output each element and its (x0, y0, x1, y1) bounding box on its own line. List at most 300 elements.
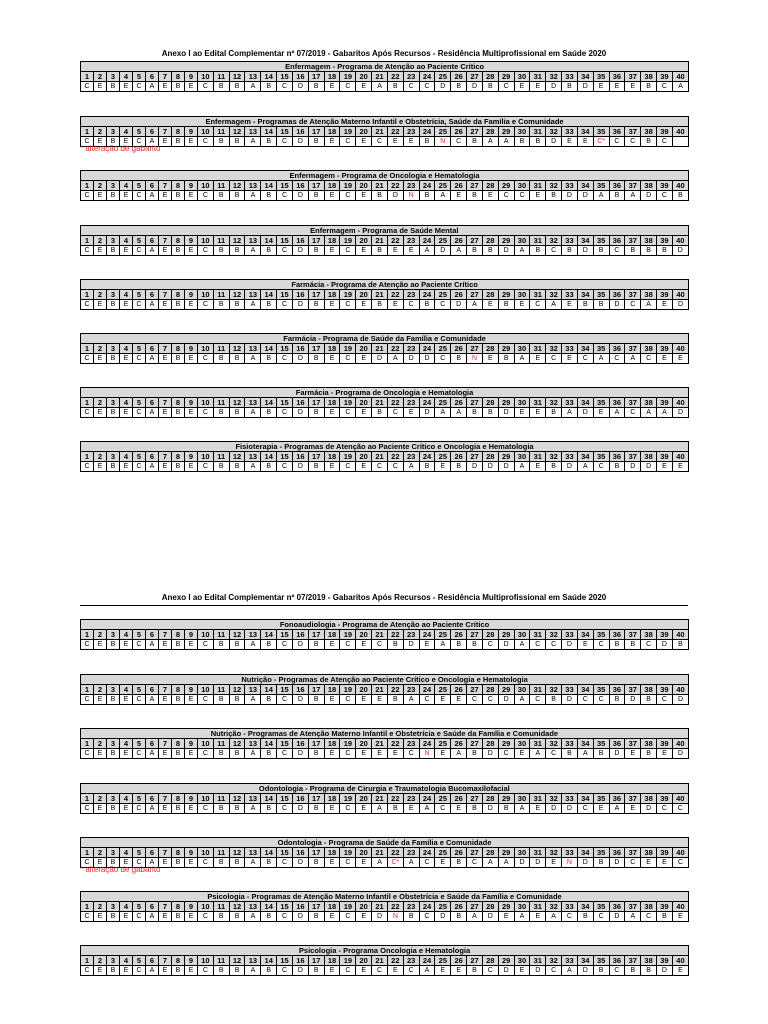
question-number: 9 (185, 181, 198, 191)
question-number: 36 (609, 398, 625, 408)
answer-cell: E (356, 246, 372, 256)
question-number: 22 (387, 452, 403, 462)
answer-cell: E (546, 858, 562, 868)
answer-cell: C (81, 695, 94, 705)
question-number: 35 (593, 181, 609, 191)
question-number: 8 (172, 739, 185, 749)
question-number: 12 (229, 739, 245, 749)
answer-cell: B (451, 354, 467, 364)
answer-cell: D (292, 858, 308, 868)
question-number: 3 (107, 181, 120, 191)
program-title: Nutrição - Programas de Atenção Materno Infantil e Obstetrícia e Saúde da Família e Comunidade (81, 729, 689, 739)
answer-cell: B (229, 82, 245, 92)
answer-cell: C (198, 354, 214, 364)
answer-cell: B (308, 695, 324, 705)
question-number: 9 (185, 794, 198, 804)
answer-cell: B (498, 354, 514, 364)
answer-cell: C (133, 462, 146, 472)
question-number: 26 (451, 794, 467, 804)
question-number: 10 (198, 290, 214, 300)
question-number: 17 (308, 739, 324, 749)
question-number: 40 (672, 902, 688, 912)
answer-cell: A (451, 749, 467, 759)
program-title: Psicologia - Programa Oncologia e Hematologia (81, 946, 689, 956)
question-number: 22 (387, 848, 403, 858)
question-number: 29 (498, 72, 514, 82)
answer-cell: A (245, 246, 261, 256)
question-number: 28 (482, 739, 498, 749)
answer-cell: E (657, 858, 673, 868)
question-number: 5 (133, 739, 146, 749)
answer-cell: D (292, 300, 308, 310)
answer-cell: D (672, 246, 688, 256)
question-number: 3 (107, 685, 120, 695)
answer-cell: B (172, 246, 185, 256)
program-title: Enfermagem - Programas de Atenção Materno Infantil e Obstetrícia, Saúde da Família e Comunidade (81, 117, 689, 127)
question-number: 33 (562, 902, 578, 912)
answer-cell: A (403, 695, 419, 705)
answer-cell: B (172, 354, 185, 364)
question-number: 15 (277, 236, 293, 246)
question-number: 15 (277, 848, 293, 858)
answer-cell: A (546, 912, 562, 922)
answer-cell: E (435, 749, 451, 759)
page-title: Anexo I ao Edital Complementar nº 07/2019 - Gabaritos Após Recursos - Residência Multiprofissional em Saúde 2020 (161, 49, 607, 58)
answer-cell: C (340, 640, 356, 650)
question-number: 27 (467, 127, 483, 137)
answer-cell: D (292, 804, 308, 814)
question-number: 15 (277, 739, 293, 749)
answer-cell: B (625, 966, 641, 976)
answer-cell: E (324, 82, 340, 92)
question-number: 9 (185, 236, 198, 246)
question-number: 7 (159, 739, 172, 749)
answer-key-table (80, 61, 689, 92)
question-number: 11 (213, 902, 229, 912)
question-number: 11 (213, 739, 229, 749)
question-number: 27 (467, 398, 483, 408)
question-number: 20 (356, 398, 372, 408)
question-number: 27 (467, 956, 483, 966)
answer-cell: E (530, 462, 546, 472)
answer-cell: E (387, 300, 403, 310)
answer-cell: A (451, 246, 467, 256)
answer-cell: C (530, 695, 546, 705)
question-number: 33 (562, 848, 578, 858)
answer-cell: E (159, 462, 172, 472)
question-number: 25 (435, 630, 451, 640)
answer-cell: A (372, 804, 388, 814)
question-number: 27 (467, 630, 483, 640)
answer-cell: D (372, 354, 388, 364)
question-number: 21 (372, 236, 388, 246)
question-number: 37 (625, 630, 641, 640)
answer-cell: B (372, 246, 388, 256)
answer-cell: C (577, 695, 593, 705)
answer-cell: C (81, 858, 94, 868)
answer-cell: B (498, 300, 514, 310)
answer-cell: A (657, 408, 673, 418)
question-number: 12 (229, 344, 245, 354)
question-number: 39 (657, 236, 673, 246)
question-number: 21 (372, 290, 388, 300)
answer-cell: E (120, 354, 133, 364)
question-number: 23 (403, 739, 419, 749)
answer-cell: D (292, 82, 308, 92)
question-number: 26 (451, 344, 467, 354)
question-number: 29 (498, 290, 514, 300)
question-number: 37 (625, 902, 641, 912)
question-number: 32 (546, 794, 562, 804)
question-number: 35 (593, 344, 609, 354)
question-number: 8 (172, 630, 185, 640)
answer-cell: C (133, 246, 146, 256)
answer-cell: E (514, 82, 530, 92)
question-number: 30 (514, 739, 530, 749)
answer-cell: B (372, 408, 388, 418)
question-number: 22 (387, 794, 403, 804)
question-number: 38 (641, 72, 657, 82)
question-number: 19 (340, 794, 356, 804)
question-number: 17 (308, 848, 324, 858)
answer-cell: A (146, 354, 159, 364)
question-number: 17 (308, 630, 324, 640)
answer-cell: E (324, 858, 340, 868)
answer-cell: D (562, 191, 578, 201)
question-number: 9 (185, 72, 198, 82)
answer-cell: B (229, 246, 245, 256)
answer-cell: C (198, 462, 214, 472)
answer-cell: C (498, 749, 514, 759)
question-number: 38 (641, 127, 657, 137)
answer-cell: C (672, 804, 688, 814)
question-number: 29 (498, 452, 514, 462)
question-number: 36 (609, 181, 625, 191)
question-number: 36 (609, 794, 625, 804)
question-number: 33 (562, 72, 578, 82)
question-number: 12 (229, 236, 245, 246)
question-number: 29 (498, 236, 514, 246)
question-number: 40 (672, 739, 688, 749)
question-number: 20 (356, 848, 372, 858)
question-number: 4 (120, 452, 133, 462)
answer-cell: C (657, 804, 673, 814)
question-number: 33 (562, 685, 578, 695)
answer-cell: E (593, 82, 609, 92)
question-number: 13 (245, 236, 261, 246)
answer-cell: D (625, 695, 641, 705)
question-number: 16 (292, 452, 308, 462)
answer-cell: D (292, 695, 308, 705)
answer-cell: C (133, 695, 146, 705)
answer-cell: E (387, 749, 403, 759)
answer-cell: C (419, 858, 435, 868)
question-number: 20 (356, 794, 372, 804)
question-number: 22 (387, 956, 403, 966)
question-number: 26 (451, 902, 467, 912)
answer-cell: E (324, 354, 340, 364)
answer-cell: C (133, 749, 146, 759)
answer-cell: C (641, 354, 657, 364)
question-number: 33 (562, 739, 578, 749)
question-number: 21 (372, 127, 388, 137)
answer-cell: C (81, 300, 94, 310)
question-number: 26 (451, 181, 467, 191)
question-number: 22 (387, 72, 403, 82)
answer-cell: C (277, 912, 293, 922)
answer-cell: B (419, 300, 435, 310)
question-number: 37 (625, 72, 641, 82)
answer-cell: E (120, 912, 133, 922)
question-number: 30 (514, 685, 530, 695)
answer-cell: B (609, 462, 625, 472)
answer-cell: D (292, 912, 308, 922)
answer-cell: B (467, 191, 483, 201)
question-number: 18 (324, 902, 340, 912)
answer-cell: D (609, 912, 625, 922)
answer-cell: C (657, 695, 673, 705)
question-number: 34 (577, 127, 593, 137)
answer-cell: C (625, 300, 641, 310)
question-number: 26 (451, 739, 467, 749)
answer-cell: B (213, 966, 229, 976)
answer-cell: E (94, 912, 107, 922)
answer-cell: C (340, 749, 356, 759)
answer-cell: A (498, 137, 514, 147)
question-number: 12 (229, 902, 245, 912)
answer-cell: C (198, 82, 214, 92)
question-number: 31 (530, 398, 546, 408)
question-number: 23 (403, 127, 419, 137)
answer-cell: B (172, 966, 185, 976)
question-number: 20 (356, 452, 372, 462)
answer-cell: B (593, 246, 609, 256)
answer-cell: D (577, 858, 593, 868)
question-number: 16 (292, 902, 308, 912)
answer-cell: C (372, 137, 388, 147)
question-number: 3 (107, 72, 120, 82)
question-number: 30 (514, 794, 530, 804)
question-number: 13 (245, 72, 261, 82)
question-number: 35 (593, 630, 609, 640)
answer-cell: B (593, 749, 609, 759)
answer-cell: D (435, 82, 451, 92)
answer-cell: B (213, 354, 229, 364)
question-number: 36 (609, 685, 625, 695)
question-number: 3 (107, 739, 120, 749)
answer-cell: B (172, 82, 185, 92)
question-number: 8 (172, 685, 185, 695)
answer-cell: B (229, 695, 245, 705)
question-number: 26 (451, 72, 467, 82)
answer-cell: C (133, 912, 146, 922)
question-number: 34 (577, 398, 593, 408)
answer-cell: E (482, 354, 498, 364)
answer-cell: E (641, 858, 657, 868)
question-number: 25 (435, 344, 451, 354)
question-number: 27 (467, 685, 483, 695)
question-number: 35 (593, 685, 609, 695)
question-number: 10 (198, 685, 214, 695)
question-number: 21 (372, 72, 388, 82)
answer-cell: D (292, 354, 308, 364)
answer-cell: D (292, 246, 308, 256)
answer-cell: A (562, 408, 578, 418)
answer-cell: A (146, 82, 159, 92)
question-number: 11 (213, 398, 229, 408)
answer-cell: B (261, 858, 277, 868)
program-title: Fisioterapia - Programas de Atenção ao Paciente Crítico e Oncologia e Hematologia (81, 442, 689, 452)
answer-cell: D (562, 640, 578, 650)
answer-cell: B (172, 137, 185, 147)
answer-cell: C (577, 804, 593, 814)
question-number: 10 (198, 236, 214, 246)
answer-cell: C (340, 82, 356, 92)
answer-cell: A (372, 82, 388, 92)
question-number: 30 (514, 127, 530, 137)
answer-cell: E (372, 695, 388, 705)
answer-cell: D (292, 462, 308, 472)
question-number: 34 (577, 181, 593, 191)
question-number: 1 (81, 630, 94, 640)
question-number: 28 (482, 794, 498, 804)
answer-cell: A (419, 804, 435, 814)
question-number: 7 (159, 956, 172, 966)
answer-cell: E (185, 246, 198, 256)
answer-cell: A (625, 354, 641, 364)
answer-cell: B (451, 640, 467, 650)
question-number: 3 (107, 848, 120, 858)
question-number: 30 (514, 452, 530, 462)
answer-cell: B (229, 408, 245, 418)
answer-cell: B (657, 912, 673, 922)
question-number: 15 (277, 794, 293, 804)
question-number: 38 (641, 236, 657, 246)
question-number: 38 (641, 398, 657, 408)
answer-cell: B (419, 462, 435, 472)
question-number: 15 (277, 902, 293, 912)
question-number: 19 (340, 127, 356, 137)
question-number: 18 (324, 398, 340, 408)
answer-cell: A (625, 191, 641, 201)
question-number: 10 (198, 956, 214, 966)
answer-cell: B (107, 858, 120, 868)
question-number: 11 (213, 452, 229, 462)
answer-cell: B (229, 462, 245, 472)
answer-cell: B (308, 408, 324, 418)
answer-cell: E (120, 191, 133, 201)
question-number: 2 (94, 452, 107, 462)
answer-cell: C (546, 966, 562, 976)
question-number: 23 (403, 398, 419, 408)
question-number: 29 (498, 794, 514, 804)
answer-cell: C (593, 695, 609, 705)
answer-cell: A (514, 804, 530, 814)
question-number: 14 (261, 739, 277, 749)
question-number: 29 (498, 902, 514, 912)
question-number: 18 (324, 848, 340, 858)
question-number: 5 (133, 344, 146, 354)
answer-cell: E (451, 966, 467, 976)
answer-cell: A (641, 300, 657, 310)
question-number: 32 (546, 398, 562, 408)
question-number: 40 (672, 685, 688, 695)
answer-cell: C (198, 137, 214, 147)
question-number: 18 (324, 290, 340, 300)
answer-cell: B (593, 966, 609, 976)
answer-cell: D (403, 354, 419, 364)
question-number: 30 (514, 630, 530, 640)
answer-cell: B (308, 912, 324, 922)
question-number: 28 (482, 181, 498, 191)
answer-cell: C (530, 300, 546, 310)
answer-cell: A (514, 640, 530, 650)
answer-cell: B (213, 749, 229, 759)
question-number: 21 (372, 794, 388, 804)
question-number: 8 (172, 902, 185, 912)
question-number: 16 (292, 236, 308, 246)
answer-cell: E (403, 408, 419, 418)
program-title: Farmácia - Programa de Atenção ao Paciente Crítico (81, 280, 689, 290)
question-number: 10 (198, 630, 214, 640)
answer-cell: B (657, 246, 673, 256)
answer-cell: C (81, 966, 94, 976)
question-number: 1 (81, 290, 94, 300)
question-number: 26 (451, 398, 467, 408)
question-number: 22 (387, 127, 403, 137)
answer-cell: D (609, 300, 625, 310)
question-number: 8 (172, 72, 185, 82)
answer-cell: C (593, 640, 609, 650)
question-number: 3 (107, 452, 120, 462)
answer-cell: E (185, 966, 198, 976)
answer-cell: E (356, 354, 372, 364)
question-number: 17 (308, 398, 324, 408)
answer-cell: A (467, 300, 483, 310)
answer-cell: B (530, 137, 546, 147)
question-number: 3 (107, 630, 120, 640)
answer-cell: C (277, 804, 293, 814)
question-number: 40 (672, 452, 688, 462)
answer-key-table (80, 333, 689, 364)
question-number: 2 (94, 685, 107, 695)
answer-cell: E (159, 82, 172, 92)
answer-cell: B (641, 966, 657, 976)
question-number: 26 (451, 685, 467, 695)
answer-cell: D (577, 191, 593, 201)
question-number: 36 (609, 902, 625, 912)
question-number: 40 (672, 290, 688, 300)
question-number: 39 (657, 739, 673, 749)
question-number: 25 (435, 794, 451, 804)
question-number: 18 (324, 236, 340, 246)
question-number: 31 (530, 630, 546, 640)
answer-cell: D (372, 912, 388, 922)
answer-cell: C (403, 82, 419, 92)
question-number: 31 (530, 181, 546, 191)
answer-cell: C (482, 640, 498, 650)
answer-key-table (80, 945, 689, 976)
answer-cell: E (609, 82, 625, 92)
question-number: 37 (625, 739, 641, 749)
question-number: 34 (577, 848, 593, 858)
answer-cell: B (308, 640, 324, 650)
answer-cell: A (387, 354, 403, 364)
answer-cell: E (185, 858, 198, 868)
answer-cell: E (672, 966, 688, 976)
question-number: 40 (672, 127, 688, 137)
program-title: Farmácia - Programa de Saúde da Família e Comunidade (81, 334, 689, 344)
